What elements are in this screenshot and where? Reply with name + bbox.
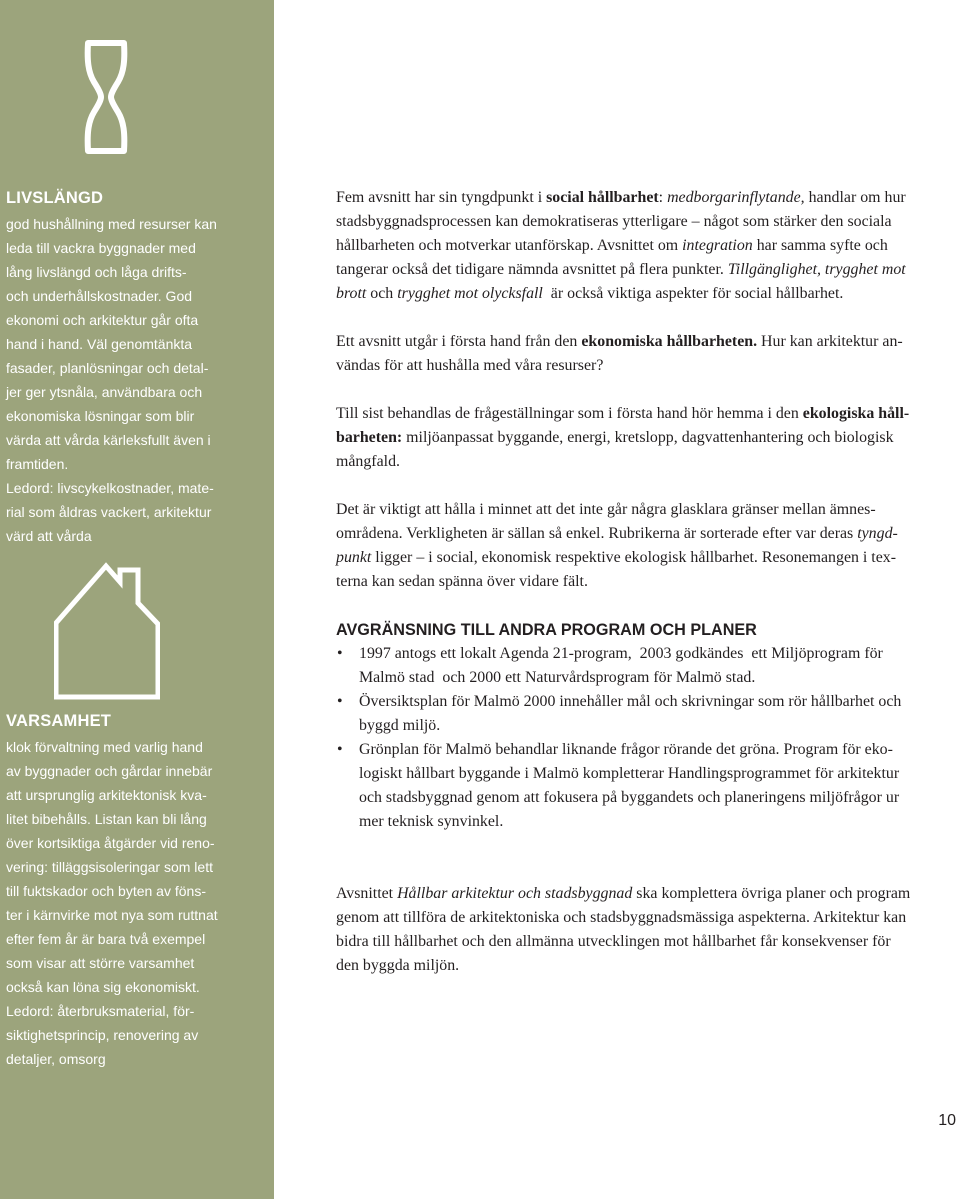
text-line: god hushållning med resurser kan — [6, 216, 217, 232]
text-line: ekonomiska lösningar som blir — [6, 408, 195, 424]
text-line: leda till vackra byggnader med — [6, 240, 196, 256]
section-heading: AVGRÄNSNING TILL ANDRA PROGRAM OCH PLANER — [336, 621, 757, 639]
text-line: byggd miljö. — [359, 717, 441, 734]
text-line: Ett avsnitt utgår i första hand från den ekonomiska hållbarheten. Hur kan arkitektur an- — [336, 333, 903, 350]
text-line: den byggda miljön. — [336, 957, 460, 974]
list-item — [336, 690, 936, 738]
text-line: och stadsbyggnad genom att fokusera på byggandets och planeringens miljöfrågor ur — [359, 789, 900, 806]
text-line: mer teknisk synvinkel. — [359, 813, 504, 830]
sidebar — [0, 0, 274, 1199]
list-item — [336, 642, 936, 690]
text-line: lång livslängd och låga drifts- — [6, 264, 187, 280]
text-line: bidra till hållbarhet och den allmänna utvecklingen mot hållbarhet får konsekvenser för — [336, 933, 891, 950]
text-line: klok förvaltning med varlig hand — [6, 739, 203, 755]
text-line: Det är viktigt att hålla i minnet att det inte går några glasklara gränser mellan ämnes- — [336, 501, 876, 518]
livslangd-title: LIVSLÄNGD — [6, 189, 104, 207]
text-line: Ledord: återbruksmaterial, för- — [6, 1003, 195, 1019]
bullet-icon: • — [337, 693, 343, 710]
text-line: som visar att större varsamhet — [6, 955, 195, 971]
main-content — [336, 186, 936, 978]
text-line: efter fem år är bara två exempel — [6, 931, 206, 947]
paragraph-economic — [336, 330, 936, 378]
text-line: vering: tilläggsisoleringar som lett — [6, 859, 213, 875]
text-line: jer ger ytsnåla, användbara och — [6, 384, 203, 400]
text-line: 1997 antogs ett lokalt Agenda 21-program, 2003 godkändes ett Miljöprogram för — [359, 645, 883, 662]
text-line: Avsnittet Hållbar arkitektur och stadsbyggnad ska komplettera övriga planer och program — [336, 885, 911, 902]
text-line: hållbarheten och motverkar utanförskap. Avsnittet om integration har samma syfte och — [336, 237, 888, 254]
text-line: över kortsiktiga åtgärder vid reno- — [6, 835, 215, 851]
text-line: hand i hand. Väl genomtänkta — [6, 336, 193, 352]
varsamhet-title: VARSAMHET — [6, 712, 112, 730]
bullet-icon: • — [337, 645, 343, 662]
text-line: fasader, planlösningar och detal- — [6, 360, 209, 376]
text-line: Fem avsnitt har sin tyngdpunkt i social hållbarhet: medborgarinflytande, handlar om hur — [336, 189, 906, 206]
text-line: brott och trygghet mot olycksfall är också viktiga aspekter för social hållbarhet. — [336, 285, 844, 302]
livslangd-body — [6, 212, 256, 548]
text-line: terna kan sedan spänna över vidare fält. — [336, 573, 588, 590]
text-line: Till sist behandlas de frågeställningar som i första hand hör hemma i den ekologiska håll- — [336, 405, 910, 422]
livslangd-section — [6, 188, 256, 548]
text-line: detaljer, omsorg — [6, 1051, 106, 1067]
house-icon — [54, 562, 160, 700]
text-line: områdena. Verkligheten är sällan så enkel. Rubrikerna är sorterade efter var deras tyngd- — [336, 525, 898, 542]
varsamhet-body — [6, 735, 256, 1071]
text-line: barheten: miljöanpassat byggande, energi, kretslopp, dagvattenhantering och biologisk — [336, 429, 894, 446]
varsamhet-section — [6, 711, 256, 1071]
text-line: mångfald. — [336, 453, 400, 470]
bullet-list — [336, 642, 936, 834]
text-line: framtiden. — [6, 456, 69, 472]
text-line: litet bibehålls. Listan kan bli lång — [6, 811, 207, 827]
list-item — [336, 738, 936, 834]
bullet-icon: • — [337, 741, 343, 758]
paragraph-social — [336, 186, 936, 306]
text-line: tangerar också det tidigare nämnda avsnittet på flera punkter. Tillgänglighet, trygghet mot — [336, 261, 906, 278]
page-number: 10 — [938, 1112, 956, 1129]
text-line: värda att vårda kärleksfullt även i — [6, 432, 211, 448]
text-line: siktighetsprincip, renovering av — [6, 1027, 199, 1043]
paragraph-boundaries — [336, 498, 936, 594]
text-line: punkt ligger – i social, ekonomisk respektive ekologisk hållbarhet. Resonemangen i tex- — [336, 549, 897, 566]
text-line: och underhållskostnader. God — [6, 288, 193, 304]
text-line: till fuktskador och byten av föns- — [6, 883, 206, 899]
hourglass-icon — [80, 36, 132, 158]
text-line: också kan löna sig ekonomiskt. — [6, 979, 200, 995]
text-line: stadsbyggnadsprocessen kan demokratiseras ytterligare – något som stärker den sociala — [336, 213, 892, 230]
paragraph-closing — [336, 882, 936, 978]
paragraph-ecological — [336, 402, 936, 474]
text-line: ekonomi och arkitektur går ofta — [6, 312, 199, 328]
text-line: Ledord: livscykelkostnader, mate- — [6, 480, 214, 496]
text-line: logiskt hållbart byggande i Malmö kompletterar Handlingsprogrammet för arkitektur — [359, 765, 900, 782]
text-line: Malmö stad och 2000 ett Naturvårdsprogram för Malmö stad. — [359, 669, 756, 686]
text-line: ter i kärnvirke mot nya som ruttnat — [6, 907, 218, 923]
text-line: genom att tillföra de arkitektoniska och stadsbyggnadsmässiga aspekterna. Arkitektur kan — [336, 909, 907, 926]
text-line: rial som åldras vackert, arkitektur — [6, 504, 212, 520]
text-line: värd att vårda — [6, 528, 92, 544]
text-line: av byggnader och gårdar innebär — [6, 763, 213, 779]
text-line: Översiktsplan för Malmö 2000 innehåller mål och skrivningar som rör hållbarhet och — [359, 693, 902, 710]
text-line: Grönplan för Malmö behandlar liknande frågor rörande det gröna. Program för eko- — [359, 741, 893, 758]
text-line: att ursprunglig arkitektonisk kva- — [6, 787, 207, 803]
text-line: vändas för att hushålla med våra resurser? — [336, 357, 604, 374]
